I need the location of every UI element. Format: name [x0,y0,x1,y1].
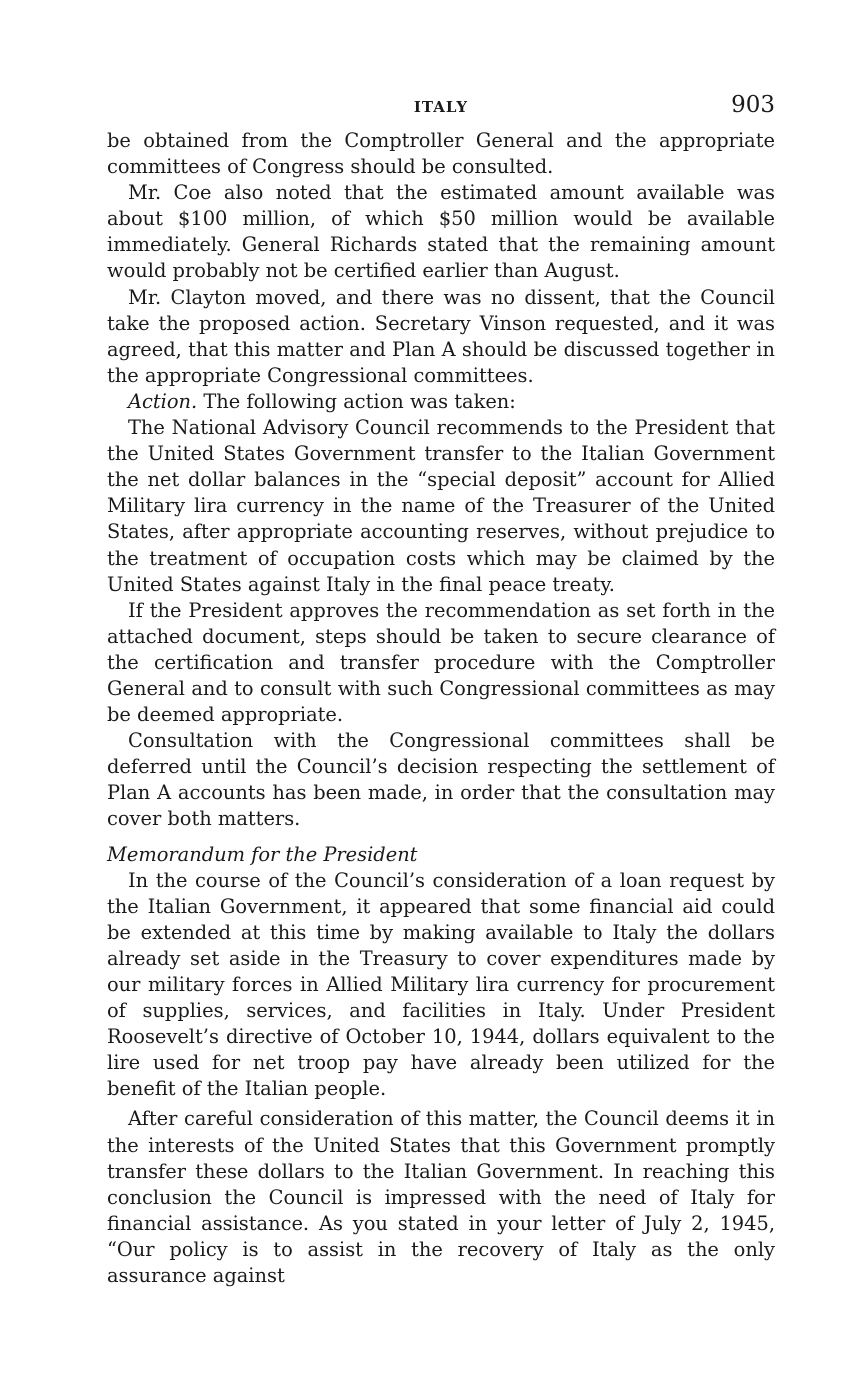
action-label: Action. [128,389,198,413]
memorandum-heading: Memorandum for the President [107,842,418,866]
paragraph-continuation: be obtained from the Comptroller General and the appropriate committees of Congress should be consulted. [107,129,775,179]
document-page [107,92,775,1289]
paragraph-recommendation: The National Advisory Council recommends to the President that the United States Government transfer to the Italian Government the net dollar balances in the “special deposit” account for Allied Military lira currency in the name of the Treasurer of the United States, after appropriate accounting reserves, without prejudice to the treatment of occupation costs which may be claimed by the United States against Italy in the final peace treaty. [107,416,775,596]
page-number: 903 [731,92,775,118]
paragraph-approval-steps: If the President approves the recommendation as set forth in the attached document, steps should be taken to secure clearance of the certification and transfer procedure with the Comptroller General and to consult with such Congressional committees as may be deemed appropriate. [107,598,775,727]
memorandum-paragraph-transfer: After careful consideration of this matter, the Council deems it in the interests of the United States that this Government promptly transfer these dollars to the Italian Government. In reaching this conclusion the Council is impressed with the need of Italy for financial assistance. As you stated in your letter of July 2, 1945, “Our policy is to assist in the recovery of Italy as the only assurance against [107,1107,775,1288]
running-head [107,92,775,128]
memorandum-paragraph-loan-request: In the course of the Council’s consideration of a loan request by the Italian Government, it appeared that some financial aid could be extended at this time by making available to Italy the dollars already set aside in the Treasury to cover expenditures made by our military forces in Allied Military lira currency for procurement of supplies, services, and facilities in Italy. Under President Roosevelt’s directive of October 10, 1944, dollars equivalent to the lire used for net troop pay have already been utilized for the benefit of the Italian people. [107,868,775,1101]
action-text: The following action was taken: [203,389,516,413]
paragraph-action [107,389,775,415]
paragraph-coe-estimate: Mr. Coe also noted that the estimated amount available was about $100 million, of which $50 million would be available immediately. General Richards stated that the remaining amount would probably not be certified earlier than August. [107,181,775,283]
paragraph-consultation: Consultation with the Congressional committees shall be deferred until the Council’s decision respecting the settlement of Plan A accounts has been made, in order that the consultation may cover both matters. [107,729,775,831]
body-text [107,128,775,1289]
running-title: ITALY [413,98,469,116]
paragraph-clayton-motion: Mr. Clayton moved, and there was no dissent, that the Council take the proposed action. Secretary Vinson requested, and it was agreed, that this matter and Plan A should be discussed together in the appropriate Congressional committees. [107,285,775,387]
